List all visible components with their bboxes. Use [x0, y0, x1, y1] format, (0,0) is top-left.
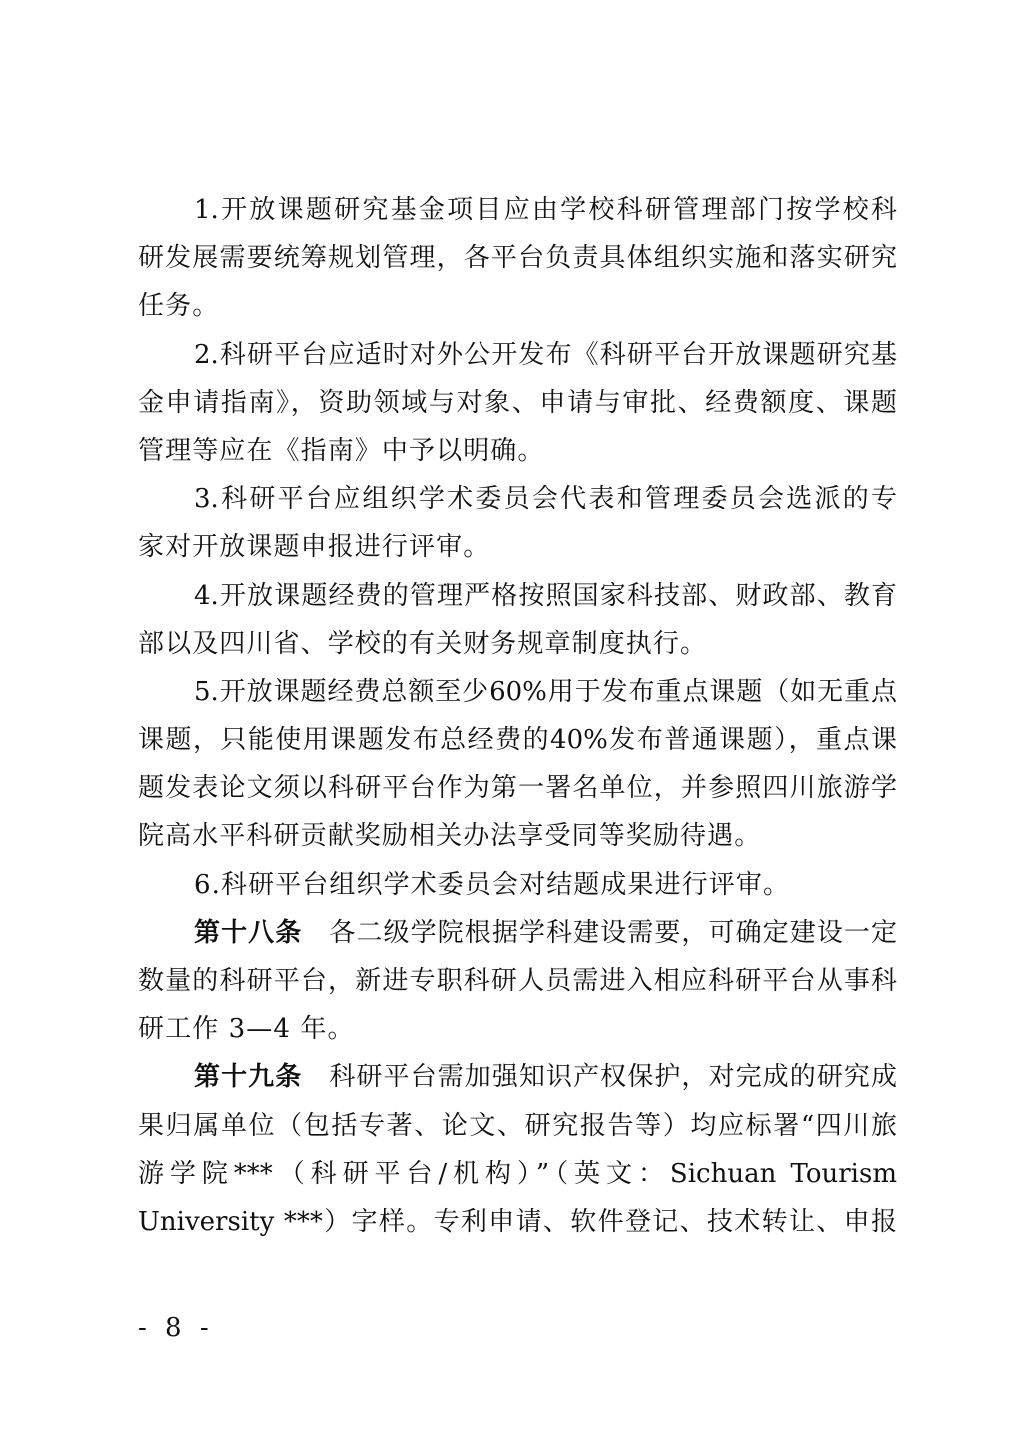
- article-19-line-3: 游学院***（科研平台/机构）”（英文：Sichuan Tourism: [138, 1158, 897, 1189]
- paragraph-3: [138, 475, 897, 571]
- paragraph-5-line-4: 院高水平科研贡献奖励相关办法享受同等奖励待遇。: [138, 821, 762, 852]
- paragraph-5: [138, 668, 897, 861]
- paragraph-3-line-2: 家对开放课题申报进行评审。: [138, 532, 491, 563]
- article-18-number: 第十八条: [194, 917, 303, 948]
- article-18-line-1-text: 各二级学院根据学科建设需要，可确定建设一定: [329, 917, 897, 948]
- paragraph-1-line-1: 1.开放课题研究基金项目应由学校科研管理部门按学校科: [194, 195, 897, 225]
- paragraph-5-line-1: 5.开放课题经费总额至少60%用于发布重点课题（如无重点: [194, 676, 897, 707]
- paragraph-2-line-2: 金申请指南》，资助领域与对象、申请与审批、经费额度、课题: [138, 387, 897, 418]
- article-19-line-1: [138, 1053, 897, 1101]
- article-19-line-1-text: 科研平台需加强知识产权保护，对完成的研究成: [329, 1062, 897, 1093]
- article-18: [138, 909, 897, 1054]
- paragraph-5-line-3: 题发表论文须以科研平台作为第一署名单位，并参照四川旅游学: [138, 773, 897, 804]
- paragraph-6: [138, 861, 897, 909]
- page-number: - 8 -: [138, 1313, 214, 1343]
- article-19: [138, 1053, 897, 1246]
- article-19-line-4: University ***）字样。专利申请、软件登记、技术转让、申报: [138, 1206, 897, 1237]
- paragraph-5-line-2: 课题，只能使用课题发布总经费的40%发布普通课题），重点课: [138, 725, 897, 756]
- body-text: [138, 186, 897, 1246]
- paragraph-1-line-2: 研发展需要统筹规划管理，各平台负责具体组织实施和落实研究: [138, 243, 897, 274]
- paragraph-4-line-2: 部以及四川省、学校的有关财务规章制度执行。: [138, 628, 708, 659]
- article-19-line-2: 果归属单位（包括专著、论文、研究报告等）均应标署“四川旅: [138, 1110, 897, 1141]
- paragraph-1: [138, 186, 897, 331]
- paragraph-3-line-1: 3.科研平台应组织学术委员会代表和管理委员会选派的专: [194, 484, 897, 515]
- article-19-number: 第十九条: [194, 1062, 303, 1093]
- article-18-line-1: [138, 909, 897, 957]
- paragraph-1-line-3: 任务。: [138, 291, 220, 322]
- paragraph-2-line-1: 2.科研平台应适时对外公开发布《科研平台开放课题研究基: [194, 339, 897, 370]
- paragraph-6-line-1: 6.科研平台组织学术委员会对结题成果进行评审。: [194, 869, 791, 900]
- paragraph-2-line-3: 管理等应在《指南》中予以明确。: [138, 435, 545, 466]
- paragraph-2: [138, 331, 897, 476]
- article-18-line-3: 研工作 3—4 年。: [138, 1014, 355, 1045]
- paragraph-4-line-1: 4.开放课题经费的管理严格按照国家科技部、财政部、教育: [194, 580, 897, 611]
- paragraph-4: [138, 572, 897, 668]
- article-18-line-2: 数量的科研平台，新进专职科研人员需进入相应科研平台从事科: [138, 966, 897, 996]
